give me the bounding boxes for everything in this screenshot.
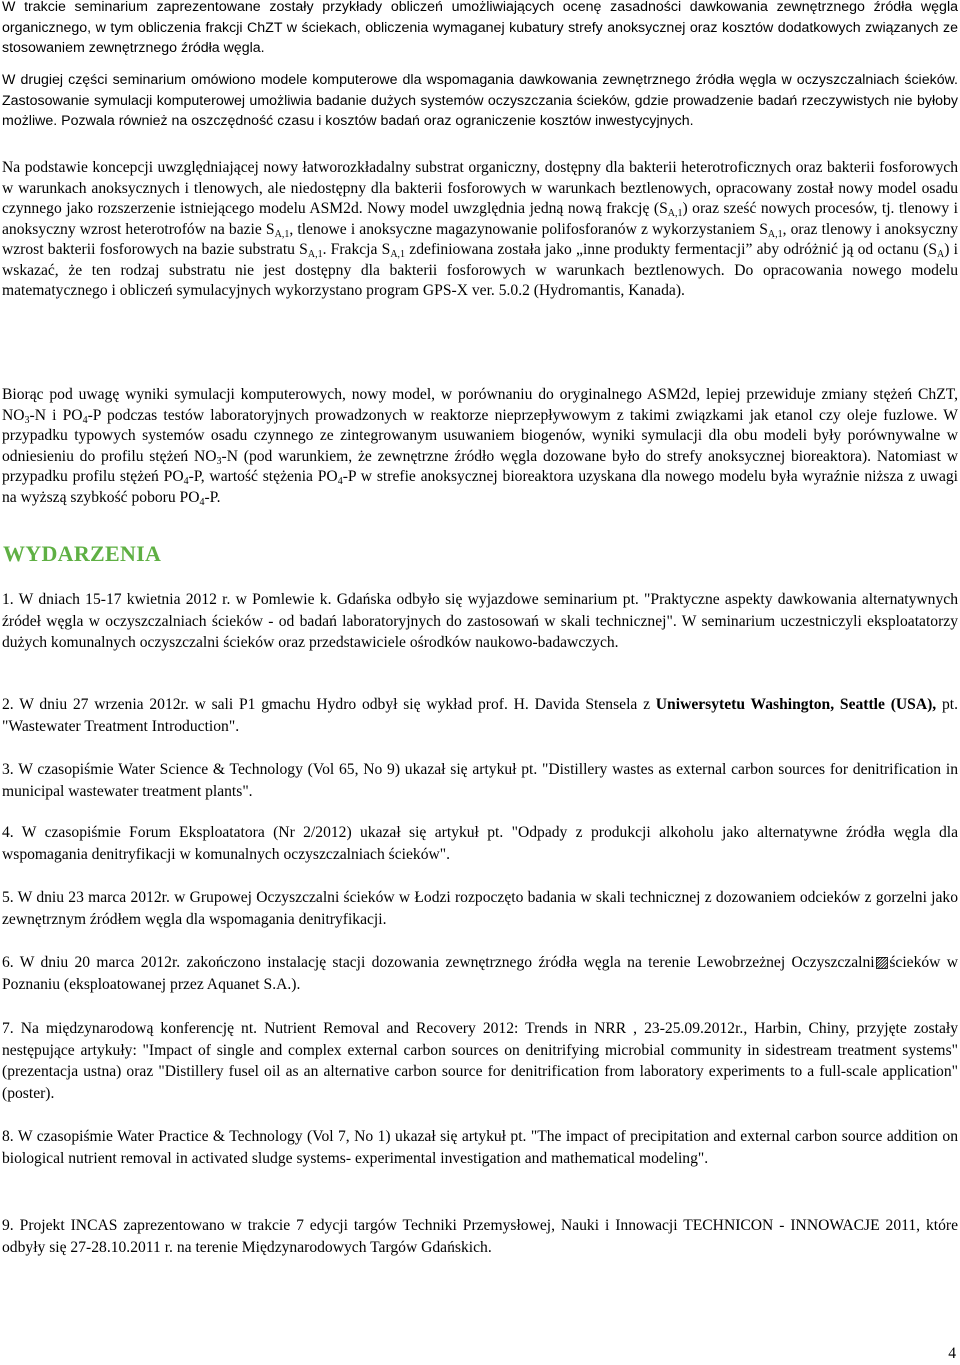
paragraph-computer-models: W drugiej części seminarium omówiono modele komputerowe dla wspomagania dawkowania zewnętrznego źródła węgla w oczyszczalniach ścieków. Zastosowanie symulacji komputerowej umożliwia badanie dużych systemów oczyszczania ścieków, gdzie prowadzenie badań rzeczywistych nie byłoby możliwe. Pozwala również na oszczędność czasu i kosztów badań oraz ograniczenie kosztów inwestycyjnych. (2, 72, 958, 129)
event-text: W czasopiśmie Water Science & Technology (Vol 65, No 9) ukazał się artykuł pt. "Distillery wastes as external carbon sources for denitrification in municipal wastewater treatment plants". (2, 761, 958, 800)
event-number: 9. (2, 1217, 14, 1234)
event-text: W czasopiśmie Forum Eksploatatora (Nr 2/2012) ukazał się artykuł pt. "Odpady z produkcji alkoholu jako alternatywne źródła węgla dla wspomagania denitryfikacji w komunalnych oczyszczalniach ścieków". (2, 824, 958, 863)
event-item (2, 952, 958, 995)
event-text: pt. "Wastewater Treatment Introduction". (2, 696, 958, 735)
event-number: 3. (2, 761, 14, 778)
paragraph-seminar-results: W trakcie seminarium zaprezentowane zostały przykłady obliczeń umożliwiających ocenę zasadności dawkowania zewnętrznego źródła węgla organicznego, w tym obliczenia frakcji ChZT w ściekach, obliczenia wymaganej kubatury strefy anoksycznej oraz kosztów dodatkowych związanych ze stosowaniem zewnętrznego źródła węgla. (2, 0, 958, 56)
event-number: 8. (2, 1128, 14, 1145)
event-text: W dniu 23 marca 2012r. w Grupowej Oczyszczalni ścieków w Łodzi rozpoczęto badania w skali technicznej z dozowaniem odcieków z gorzelni jako zewnętrznym źródłem węgla dla wspomagania denitryfikacji. (2, 889, 959, 928)
event-text-bold: Uniwersytetu Washington, Seattle (USA), (655, 696, 937, 713)
event-text: Projekt INCAS zaprezentowano w trakcie 7 edycji targów Techniki Przemysłowej, Nauki i Innowacji TECHNICON - INNOWACJE 2011, które odbyły się 27-28.10.2011 r. na terenie Międzynarodowych Targów Gdańskich. (2, 1217, 958, 1256)
event-text: W dniu 20 marca 2012r. zakończono instalację stacji dozowania zewnętrznego źródła węgla na terenie Lewobrzeżnej Oczyszczalni▨ścieków w Poznaniu (eksploatowanej przez Aquanet S.A.). (2, 954, 958, 993)
event-number: 7. (2, 1020, 14, 1037)
event-text: Na międzynarodową konferencję nt. Nutrient Removal and Recovery 2012: Trends in NRR , 23-25.09.2012r., Harbin, Chiny, przyjęte zostały nestępujące artykuły: "Impact of single and complex external carbon sources on denitrifying microbial community in sidestream treatment systems" (prezentacja ustna) oraz "Distillery fusel oil as an alternative carbon source for denitrification from laboratory experiments to a full-scale application" (poster). (2, 1020, 958, 1102)
event-text: W dniach 15-17 kwietnia 2012 r. w Pomlewie k. Gdańska odbyło się wyjazdowe seminarium pt. "Praktyczne aspekty dawkowania alternatywnych źródeł węgla w oczyszczalniach ścieków - od badań laboratoryjnych do zastosowań w skali technicznej". W seminarium uczestniczyli eksploatatorzy dużych komunalnych oczyszczalni ścieków oraz przedstawiciele ośrodków naukowo-badawczych. (2, 591, 958, 651)
event-number: 1. (2, 591, 14, 608)
event-item (2, 822, 958, 865)
event-item (2, 759, 958, 802)
event-number: 5. (2, 889, 14, 906)
event-item (2, 1215, 958, 1258)
event-text: W czasopiśmie Water Practice & Technology (Vol 7, No 1) ukazał się artykuł pt. "The impact of precipitation and external carbon source addition on biological nutrient removal in activated sludge systems- experimental investigation and mathematical modeling". (2, 1128, 958, 1167)
event-item (2, 1126, 958, 1169)
event-number: 6. (2, 954, 14, 971)
event-item (2, 887, 958, 930)
event-item (2, 1018, 958, 1104)
page-number: 4 (948, 1345, 956, 1362)
paragraph-new-model: Na podstawie koncepcji uwzględniającej nowy łatworozkładalny substrat organiczny, dostępny dla bakterii heterotroficznych oraz bakterii fosforowych w warunkach anoksycznych i tlenowych, ale niedostępny dla bakterii fosforowych w warunkach beztlenowych, opracowany został nowy model osadu czynnego jako rozszerzenie istniejącego modelu ASM2d. Nowy model uwzględnia jedną nową frakcję $(S_{A,1})$ oraz sześć nowych procesów, tj. tlenowy i anoksyczny wzrost heterotrofów na bazie $S_{A,1}$, tlenowe i anoksyczne magazynowanie polifosforanów z wykorzystaniem $S_{A,1}$, oraz tlenowy i anoksyczny wzrost bakterii fosforowych na bazie substratu $S_{A,1}$. Frakcja $S_{A,1}$ zdefiniowana została jako „inne produkty fermentacji” aby odróżnić ją od octanu $(S_A)$ i wskazać, że ten rodzaj substratu nie jest dostępny dla bakterii fosforowych w warunkach beztlenowych. Do opracowania nowego modelu matematycznego i obliczeń symulacyjnych wykorzystano program GPS-X ver. 5.0.2 (Hydromantis, Kanada). (2, 159, 958, 299)
paragraph-simulation-results: Biorąc pod uwagę wyniki symulacji komputerowych, nowy model, w porównaniu do oryginalnego ASM2d, lepiej przewiduje zmiany stężeń ChZT, $NO_3-N$ i $PO_4-P$ podczas testów laboratoryjnych prowadzonych w reaktorze nieprzepływowym z takimi związkami jak etanol czy oleje fuzlowe. W przypadku typowych systemów osadu czynnego ze zintegrowanym usuwaniem biogenów, wyniki symulacji dla obu modeli były porównywalne w odniesieniu do profilu stężeń $NO_3-N$ (pod warunkiem, że zewnętrzne źródło węgla dozowane było do strefy anoksycznej bioreaktora). Natomiast w przypadku profilu stężeń $PO_4-P$, wartość stężenia $PO_4-P$ w strefie anoksycznej bioreaktora uzyskana dla nowego modelu była wyraźnie niższa z uwagi na wyższą szybkość poboru $PO_4-P$. (2, 386, 958, 508)
event-item (2, 694, 958, 737)
events-heading: WYDARZENIA (3, 541, 162, 566)
event-text: W dniu 27 wrzenia 2012r. w sali P1 gmachu Hydro odbył się wykład prof. H. Davida Stensela z (19, 696, 656, 713)
event-number: 2. (2, 696, 14, 713)
event-item (2, 589, 958, 654)
event-number: 4. (2, 824, 14, 841)
